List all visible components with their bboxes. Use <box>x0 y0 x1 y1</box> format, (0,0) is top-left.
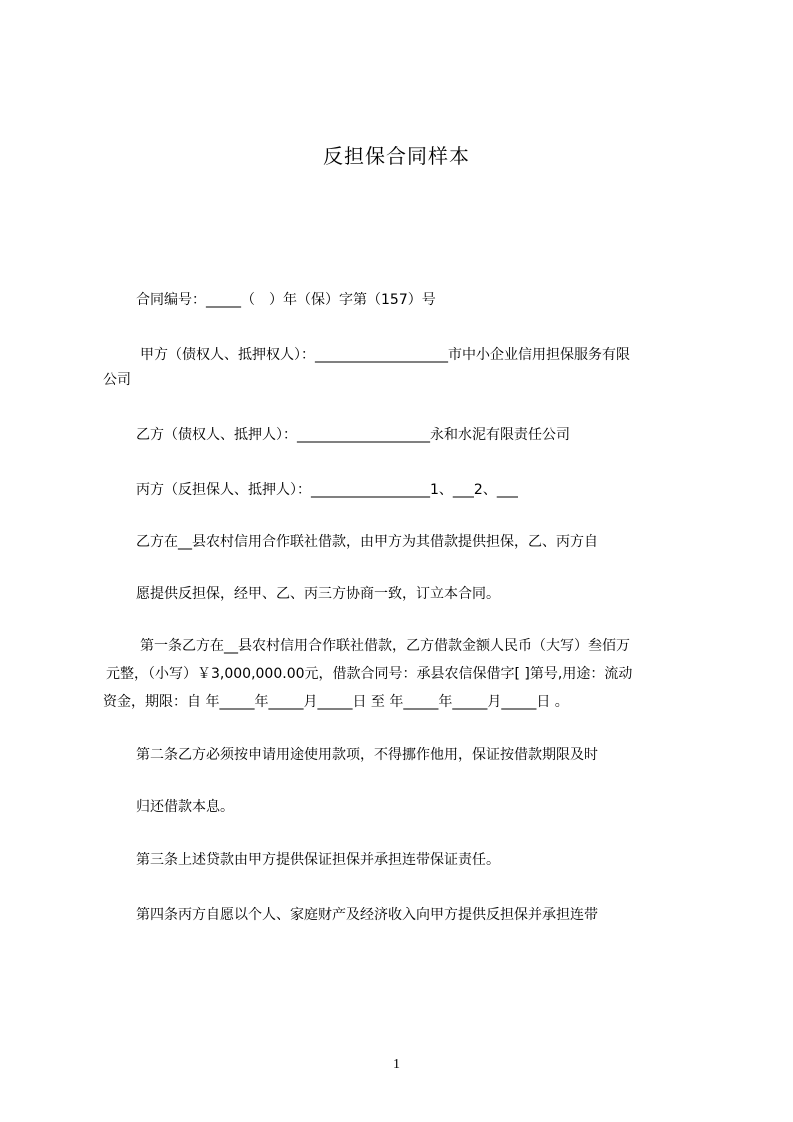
article-3: 第三条上述贷款由甲方提供保证担保并承担连带保证责任。 <box>136 852 500 868</box>
party-a-line-1: 甲方（债权人、抵押权人）：___________________市中小企业信用担保服务有限 <box>140 347 630 363</box>
article-2-line-1: 第二条乙方必须按申请用途使用款项，不得挪作他用，保证按借款期限及时 <box>136 747 598 763</box>
article-1-line-2: 元整，（小写）￥3,000,000.00元，借款合同号：承县农信保借字[ ]第号,用途：流动 <box>106 666 633 682</box>
document-title: 反担保合同样本 <box>323 144 470 168</box>
article-2-line-2: 归还借款本息。 <box>136 799 234 815</box>
page-number: 1 <box>393 1057 400 1072</box>
article-1-line-3: 资金，期限：自 年_____年_____月_____日 至 年_____年_____月_____日 。 <box>103 694 569 710</box>
article-4-line-1: 第四条丙方自愿以个人、家庭财产及经济收入向甲方提供反担保并承担连带 <box>136 907 598 923</box>
party-a-line-2: 公司 <box>103 372 131 388</box>
preamble-line-1: 乙方在__县农村信用合作联社借款，由甲方为其借款提供担保，乙、丙方自 <box>136 534 598 550</box>
article-1-line-1: 第一条乙方在__县农村信用合作联社借款，乙方借款金额人民币（大写）叁佰万 <box>140 638 630 654</box>
contract-number: 合同编号：_____（ ）年（保）字第（157）号 <box>136 292 436 308</box>
preamble-line-2: 愿提供反担保，经甲、乙、丙三方协商一致，订立本合同。 <box>136 586 500 602</box>
party-c: 丙方（反担保人、抵押人）：_________________1、___2、___ <box>136 482 518 498</box>
party-b: 乙方（债权人、抵押人）：___________________永和水泥有限责任公司 <box>136 427 570 443</box>
